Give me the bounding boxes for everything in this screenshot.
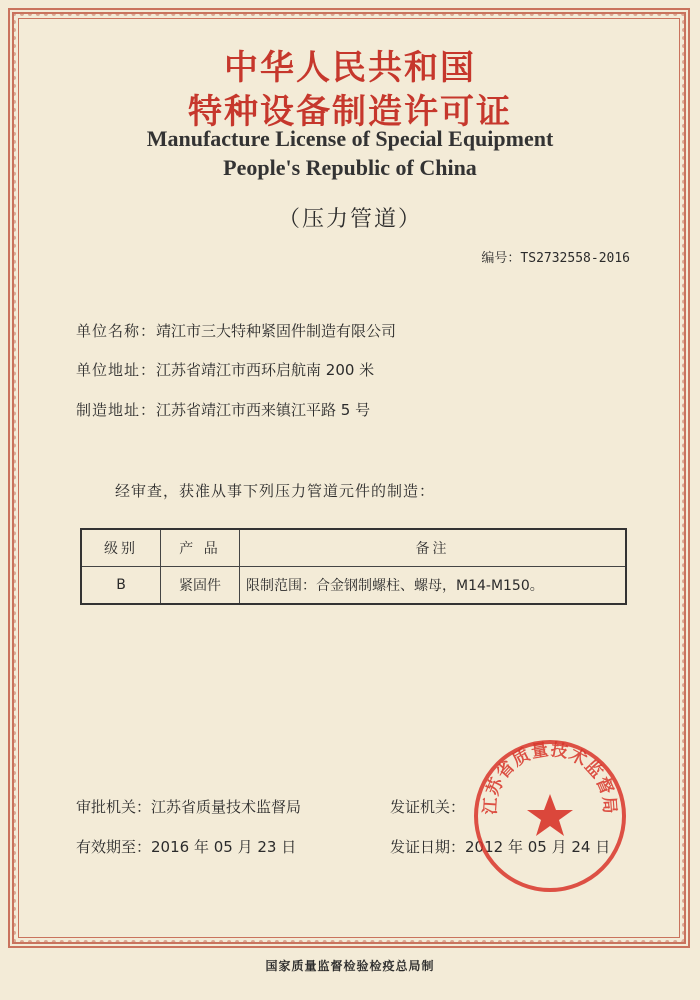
- issuing-authority: [390, 796, 465, 817]
- table-row: [81, 567, 626, 605]
- mfg-address-value: 江苏省靖江市西来镇江平路 5 号: [156, 401, 371, 419]
- approval-intro: 经审查，获准从事下列压力管道元件的制造：: [115, 482, 436, 500]
- title-en-line1: Manufacture License of Special Equipment: [146, 126, 554, 151]
- cell-remarks: 限制范围：合金钢制螺柱、螺母，M14-M150。: [240, 567, 627, 605]
- unit-address-label: 单位地址：: [76, 361, 157, 379]
- header-product: 产 品: [161, 529, 240, 567]
- issue-date-label: 发证日期：: [390, 838, 466, 856]
- unit-address-row: [76, 359, 374, 380]
- seal-text-path: 江苏省质量技术监督局: [480, 739, 620, 816]
- header-level: 级别: [81, 529, 161, 567]
- approval-label: 审批机关：: [76, 798, 152, 816]
- issuer-label: 发证机关：: [390, 798, 466, 816]
- approval-authority: [76, 796, 301, 817]
- mfg-address-label: 制造地址：: [76, 401, 157, 419]
- table-header-row: [81, 529, 626, 567]
- unit-name-value: 靖江市三大特种紧固件制造有限公司: [156, 322, 397, 340]
- approval-value: 江苏省质量技术监督局: [151, 798, 302, 816]
- unit-address-value: 江苏省靖江市西环启航南 200 米: [156, 361, 375, 379]
- header-remarks: 备注: [240, 529, 627, 567]
- number-value: TS2732558-2016: [520, 251, 630, 266]
- number-label: 编号：: [481, 251, 521, 266]
- valid-label: 有效期至：: [76, 838, 152, 856]
- title-cn-line2: 特种设备制造许可证: [188, 92, 512, 132]
- subtitle: （压力管道）: [277, 207, 422, 232]
- unit-name-row: [76, 320, 396, 341]
- title-cn-line1: 中华人民共和国: [224, 48, 476, 88]
- valid-value: 2016 年 05 月 23 日: [151, 838, 297, 856]
- seal-star-icon: [527, 794, 573, 836]
- mfg-address-row: [76, 399, 370, 420]
- license-number: [481, 247, 630, 266]
- official-seal: [470, 736, 630, 896]
- unit-name-label: 单位名称：: [76, 322, 157, 340]
- scope-table: [80, 528, 627, 605]
- issue-date-value: 2012 年 05 月 24 日: [465, 838, 611, 856]
- cell-level: B: [81, 567, 161, 605]
- footer-issuer: 国家质量监督检验检疫总局制: [265, 959, 435, 973]
- title-en-line2: People's Republic of China: [223, 155, 477, 180]
- valid-until: [76, 836, 296, 857]
- cell-product: 紧固件: [161, 567, 240, 605]
